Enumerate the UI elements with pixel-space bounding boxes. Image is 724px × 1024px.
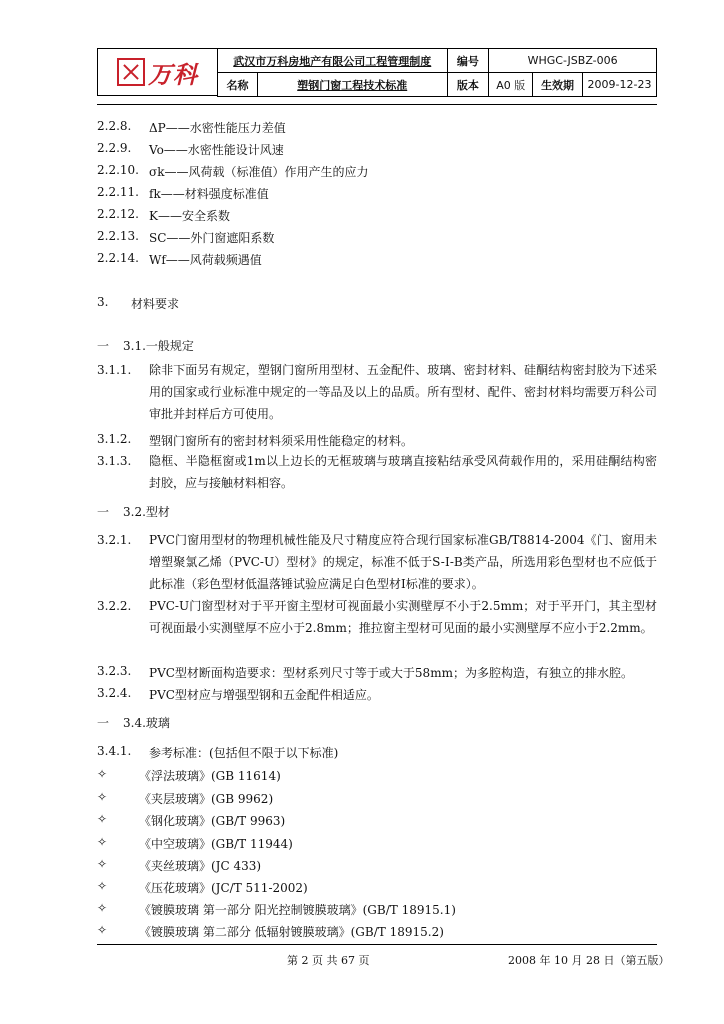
standard-text: 《中空玻璃》(GB/T 11944) <box>139 837 293 851</box>
diamond-bullet-icon: ✧ <box>97 835 108 849</box>
name-value: 塑钢门窗工程技术标准 <box>257 73 447 97</box>
standard-text: 《夹丝玻璃》(JC 433) <box>139 859 262 873</box>
item-text: fk——材料强度标准值 <box>149 187 269 201</box>
footer-rule <box>97 944 657 945</box>
item-number: 3.4.1. <box>97 744 132 758</box>
edition-date: 2008 年 10 月 28 日（第五版） <box>508 954 670 967</box>
code-value: WHGC-JSBZ-006 <box>489 49 657 73</box>
item-number: 3.2.4. <box>97 686 132 700</box>
standard-text: 《夹层玻璃》(GB 9962) <box>139 792 274 806</box>
subsection-title: 3.2.型材 <box>123 505 170 519</box>
item-number: 3.1.2. <box>97 432 132 446</box>
item-number: 3.2.2. <box>97 599 132 613</box>
subsection-dash: 一 <box>97 716 110 730</box>
subsection-title: 3.4.玻璃 <box>123 716 170 730</box>
item-number: 2.2.13. <box>97 229 139 243</box>
effective-value: 2009-12-23 <box>582 73 656 97</box>
version-label: 版本 <box>447 73 489 97</box>
item-number: 3.2.1. <box>97 533 132 547</box>
item-text: σk——风荷载（标准值）作用产生的应力 <box>149 165 369 179</box>
item-text: 隐框、半隐框窗或1m以上边长的无框玻璃与玻璃直接粘结承受风荷载作用的，采用硅酮结构密封胶，应与接触材料相容。 <box>149 454 657 490</box>
item-text: PVC门窗用型材的物理机械性能及尺寸精度应符合现行国家标准GB/T8814-2004《门、窗用未增塑聚氯乙烯（PVC-U）型材》的规定，标准不低于S-Ⅰ-B类产品，所选用彩色型材也不应低于此标准（彩色型材低温落锤试验应满足白色型材Ⅰ标准的要求）。 <box>149 533 657 591</box>
standard-text: 《镀膜玻璃 第二部分 低辐射镀膜玻璃》(GB/T 18915.2) <box>139 925 444 939</box>
header-table <box>217 48 657 97</box>
diamond-bullet-icon: ✧ <box>97 901 108 915</box>
header-rule <box>97 104 657 105</box>
subsection-dash: 一 <box>97 505 110 519</box>
standard-text: 《浮法玻璃》(GB 11614) <box>139 769 281 783</box>
standard-text: 《压花玻璃》(JC/T 511-2002) <box>139 881 308 895</box>
name-label: 名称 <box>218 73 258 97</box>
logo-text: 万科 <box>148 60 198 89</box>
item-text: SC——外门窗遮阳系数 <box>149 231 275 245</box>
item-number: 2.2.8. <box>97 119 132 133</box>
company-logo <box>97 48 217 96</box>
version-value: A0 版 <box>489 73 533 97</box>
vanke-logo-icon <box>117 58 145 86</box>
item-text: PVC型材应与增强型钢和五金配件相适应。 <box>149 688 379 702</box>
code-label: 编号 <box>447 49 489 73</box>
company-title: 武汉市万科房地产有限公司工程管理制度 <box>218 49 448 73</box>
item-text: 参考标准：(包括但不限于以下标准) <box>149 746 339 760</box>
item-text: PVC-U门窗型材对于平开窗主型材可视面最小实测壁厚不小于2.5mm；对于平开门，其主型材可视面最小实测壁厚不应小于2.8mm；推拉窗主型材可见面的最小实测壁厚不应小于2.2mm。 <box>149 599 657 635</box>
section-title: 材料要求 <box>131 297 180 311</box>
page-number: 第 2 页 共 67 页 <box>287 954 370 967</box>
diamond-bullet-icon: ✧ <box>97 767 108 781</box>
item-text: 除非下面另有规定，塑钢门窗所用型材、五金配件、玻璃、密封材料、硅酮结构密封胶为下述采用的国家或行业标准中规定的一等品及以上的品质。所有型材、配件、密封材料均需要万科公司审批并封样后方可使用。 <box>149 363 657 421</box>
item-text: K——安全系数 <box>149 209 230 223</box>
item-text: Vo——水密性能设计风速 <box>149 143 284 157</box>
item-text: ΔP——水密性能压力差值 <box>149 121 286 135</box>
diamond-bullet-icon: ✧ <box>97 812 108 826</box>
item-number: 3.1.1. <box>97 363 132 377</box>
subsection-title: 3.1.一般规定 <box>123 339 194 353</box>
diamond-bullet-icon: ✧ <box>97 790 108 804</box>
section-number: 3. <box>97 295 109 309</box>
subsection-dash: 一 <box>97 339 110 353</box>
item-number: 2.2.10. <box>97 163 139 177</box>
item-number: 2.2.11. <box>97 185 139 199</box>
standard-text: 《镀膜玻璃 第一部分 阳光控制镀膜玻璃》(GB/T 18915.1) <box>139 903 456 917</box>
diamond-bullet-icon: ✧ <box>97 879 108 893</box>
item-number: 3.1.3. <box>97 454 132 468</box>
item-number: 3.2.3. <box>97 664 132 678</box>
item-number: 2.2.14. <box>97 251 139 265</box>
effective-label: 生效期 <box>533 73 583 97</box>
item-number: 2.2.12. <box>97 207 139 221</box>
standard-text: 《钢化玻璃》(GB/T 9963) <box>139 814 286 828</box>
item-text: 塑钢门窗所有的密封材料须采用性能稳定的材料。 <box>149 434 414 448</box>
item-text: Wf——风荷载频遇值 <box>149 253 262 267</box>
diamond-bullet-icon: ✧ <box>97 923 108 937</box>
item-text: PVC型材断面构造要求：型材系列尺寸等于或大于58mm；为多腔构造，有独立的排水腔。 <box>149 666 633 680</box>
item-number: 2.2.9. <box>97 141 132 155</box>
diamond-bullet-icon: ✧ <box>97 857 108 871</box>
document-header <box>97 48 657 96</box>
